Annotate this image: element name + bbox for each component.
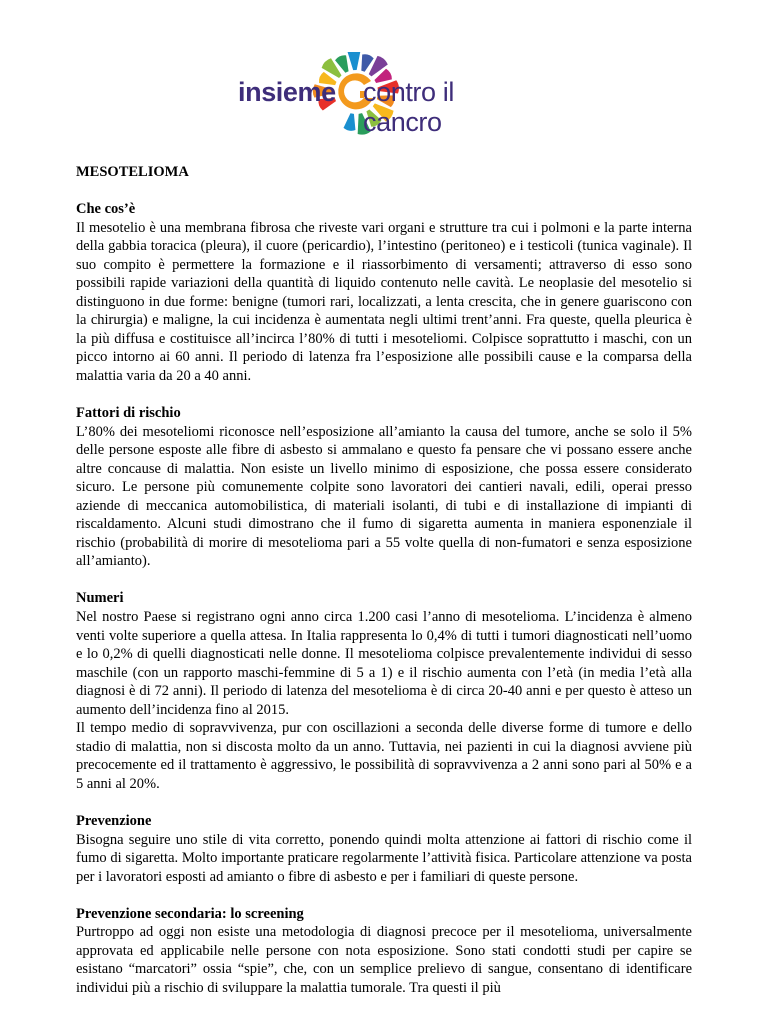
section-4 [76,812,692,886]
section-heading: Prevenzione secondaria: lo screening [76,905,304,922]
logo-ray [347,52,360,70]
section-paragraph: L’80% dei mesoteliomi riconosce nell’esposizione all’amianto la causa del tumore, anche se solo il 5% delle persone esposte alle fibre di asbesto si ammalano e questo fa pensare che vi possano essere anche altre concause di malattia. Non esiste un livello minimo di esposizione, che possa essere considerato sicuro. Le persone più comunemente colpite sono lavoratori dei cantieri navali, edili, operai presso aziende di meccanica automobilistica, di materiali isolanti, di tubi e di installazione di impianti di riscaldamento. Alcuni studi dimostrano che il fumo di sigaretta aumenta in maniera esponenziale il rischio (probabilità di morire di mesotelioma pari a 55 volte quella di non-fumatori e senza esposizione all’amianto). [76,423,692,570]
insieme-contro-il-cancro-logo [236,52,536,142]
document-title: MESOTELIOMA [76,164,189,180]
section-paragraph: Il tempo medio di sopravvivenza, pur con oscillazioni a seconda delle diverse forme di tumore e dello stadio di malattia, non si discosta molto da un anno. Tuttavia, nei pazienti in cui la diagnosi avviene più precocemente ed il trattamento è aggressivo, le possibilità di sopravvivenza a 2 anni sono pari al 50% e a 5 anni al 20%. [76,720,692,792]
section-paragraph: Purtroppo ad oggi non esiste una metodologia di diagnosi precoce per il mesotelioma, universalmente approvata ed applicabile nelle persone con nota esposizione. Sono stati condotti studi per capire se esistano “marcatori” ossia “spie”, che, con un semplice prelievo di sangue, consentano di identificare individui più a rischio di sviluppare la malattia tumorale. Tra questi il più [76,924,692,996]
section-heading: Che cos’è [76,201,136,218]
section-2 [76,404,692,571]
section-3 [76,589,692,793]
logo-word-contro-il-cancro: contro il cancro [363,77,454,137]
section-paragraph: Nel nostro Paese si registrano ogni anno circa 1.200 casi l’anno di mesotelioma. L’incidenza è almeno venti volte superiore a quella attesa. In Italia rappresenta lo 0,4% di tutti i tumori diagnosticati nell’uomo e lo 0,2% di quelli diagnosticati nelle donne. Il mesotelioma colpisce prevalentemente individui di sesso maschile (con un rapporto maschi-femmine di 5 a 1) e il rischio aumenta con l’età (in media l’età alla diagnosi è di 72 anni). Il periodo di latenza del mesotelioma è di circa 20-40 anni e per questo è atteso un aumento dell’incidenza fino al 2015. [76,608,692,718]
document-body [76,163,692,1016]
section-heading: Numeri [76,590,124,607]
section-5 [76,905,692,998]
document-sections [76,200,692,997]
logo-word-insieme: insieme [238,77,336,107]
section-paragraph: Il mesotelio è una membrana fibrosa che riveste vari organi e strutture tra cui i polmoni e la parte interna della gabbia toracica (pleura), il cuore (pericardio), l’intestino (peritoneo) e i testicoli (tunica vaginale). Il suo compito è permettere la formazione e il riassorbimento di versamenti; attraverso di esso sono possibili rapide variazioni della quantità di liquido contenuto nelle cavità. Le neoplasie del mesotelio si distinguono in due forme: benigne (tumori rari, localizzati, a lenta crescita, che in genere guariscono con la chirurgia) e maligne, la cui incidenza è aumentata negli ultimi trent’anni. Fra queste, quella pleurica è la più diffusa e costituisce all’incirca l’80% di tutti i mesoteliomi. Colpisce soprattutto i maschi, con un picco intorno ai 60 anni. Il periodo di latenza fra l’esposizione alle possibili cause e la comparsa della malattia varia da 20 a 40 anni. [76,219,692,384]
section-heading: Fattori di rischio [76,405,181,422]
section-heading: Prevenzione [76,812,152,829]
logo-ray [344,113,356,131]
section-1 [76,200,692,385]
section-paragraph: Bisogna seguire uno stile di vita corretto, ponendo quindi molta attenzione ai fattori di rischio come il fumo di sigaretta. Molto importante praticare regolarmente l’attività fisica. Particolare attenzione va posta per i lavoratori esposti ad amianto o fibre di asbesto e per i familiari di queste persone. [76,831,692,885]
